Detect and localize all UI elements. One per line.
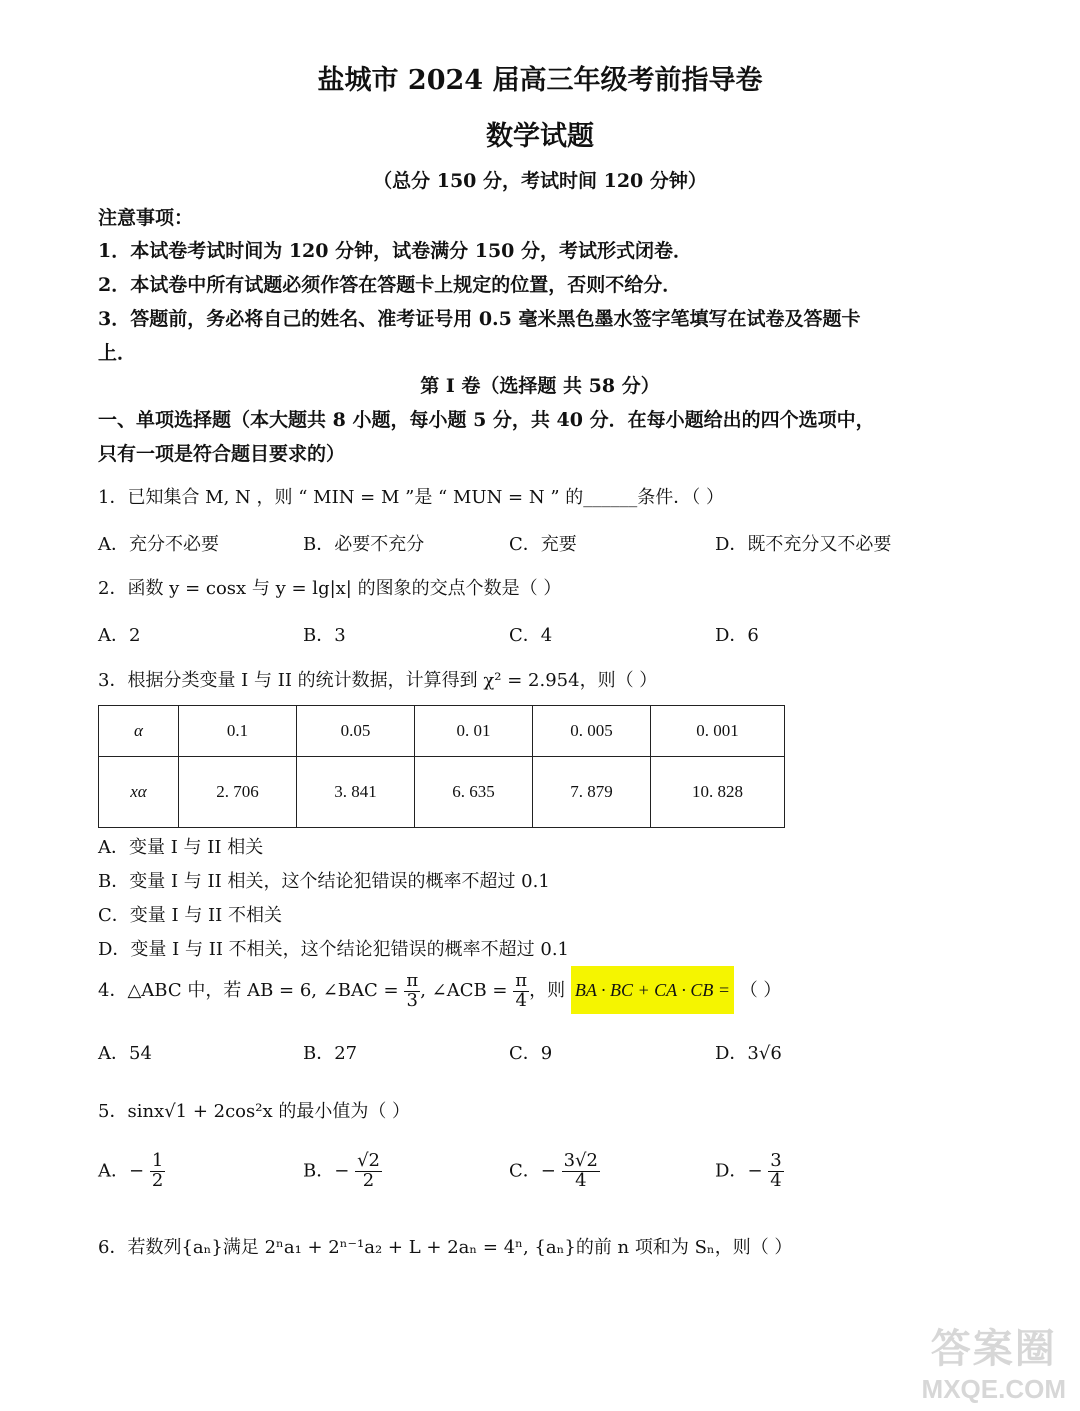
watermark-logo <box>922 1317 1066 1405</box>
minus-sign: − <box>747 1160 763 1182</box>
fraction <box>355 1152 382 1191</box>
q3-option-c: C．变量 I 与 II 不相关 <box>98 905 282 926</box>
q5-option-d <box>715 1152 784 1191</box>
table-cell: 0.05 <box>297 706 415 757</box>
note-item-1: 1．本试卷考试时间为 120 分钟，试卷满分 150 分，考试形式闭卷． <box>98 240 693 262</box>
q1-option-d: D．既不充分又不必要 <box>715 534 892 555</box>
option-label: B． <box>303 1160 335 1182</box>
q3-option-d: D．变量 I 与 II 不相关，这个结论犯错误的概率不超过 0.1 <box>98 939 569 960</box>
table-cell: 0. 005 <box>533 706 651 757</box>
q1-option-c: C．充要 <box>509 534 577 555</box>
q2-option-c: C．4 <box>509 625 553 646</box>
q4-then: ，则 <box>529 980 566 1001</box>
highlighted-expression: BA · BC + CA · CB = <box>571 966 734 1014</box>
question-5-stem: 5．sinx√1 + 2cos²x 的最小值为（ ） <box>98 1101 411 1122</box>
q5-option-a <box>98 1152 165 1191</box>
question-4-stem <box>98 966 781 1015</box>
table-row-alpha <box>99 706 785 757</box>
fraction-denominator: 4 <box>770 1169 782 1191</box>
q3-option-b: B．变量 I 与 II 相关，这个结论犯错误的概率不超过 0.1 <box>98 871 550 892</box>
q2-option-b: B．3 <box>303 625 346 646</box>
q4-option-a: A．54 <box>98 1043 152 1064</box>
part-instructions-line2: 只有一项是符合题目要求的） <box>98 443 346 465</box>
question-3-stem: 3．根据分类变量 I 与 II 的统计数据，计算得到 χ² = 2.954，则（ ） <box>98 670 658 691</box>
q1-option-b: B．必要不充分 <box>303 534 425 555</box>
question-1-stem: 1．已知集合 M, N ，则 “ MIN = M ”是 “ MUN = N ” 的______条件．（ ） <box>98 487 724 508</box>
q2-option-d: D．6 <box>715 625 759 646</box>
fraction-denominator: 2 <box>151 1169 164 1191</box>
question-6-stem: 6．若数列{aₙ}满足 2ⁿa₁ + 2ⁿ⁻¹a₂ + L + 2aₙ = 4ⁿ, {aₙ}的前 n 项和为 Sₙ，则（ ） <box>98 1237 793 1258</box>
q4-option-c: C．9 <box>509 1043 553 1064</box>
notes-heading: 注意事项： <box>98 207 194 229</box>
table-cell: 0. 001 <box>651 706 785 757</box>
fraction-denominator: 4 <box>575 1169 587 1191</box>
note-item-3-cont: 上． <box>98 342 137 364</box>
watermark-logo-text: 答案圈 <box>930 1325 1057 1372</box>
q1-option-a: A．充分不必要 <box>98 534 219 555</box>
q4-mid: , ∠ACB = <box>420 980 508 1001</box>
section-title: 第 I 卷（选择题 共 58 分） <box>420 375 660 397</box>
q3-option-a: A．变量 I 与 II 相关 <box>98 837 264 858</box>
critical-value-table <box>98 705 785 828</box>
table-cell: 7. 879 <box>533 757 651 828</box>
table-row-x-alpha <box>99 757 785 828</box>
fraction-denominator: 2 <box>362 1169 375 1191</box>
table-cell: 3. 841 <box>297 757 415 828</box>
q4-option-d: D．3√6 <box>715 1043 782 1064</box>
fraction-denominator: 3 <box>406 989 418 1011</box>
page-title: 盐城市 2024 届高三年级考前指导卷 <box>317 65 763 96</box>
minus-sign: − <box>334 1160 350 1182</box>
fraction <box>768 1152 783 1191</box>
table-cell: 6. 635 <box>415 757 533 828</box>
fraction <box>562 1152 600 1191</box>
table-cell: 0. 01 <box>415 706 533 757</box>
watermark-site: MXQE.COM <box>921 1374 1066 1404</box>
option-label: A． <box>98 1160 129 1182</box>
q4-suffix: （ ） <box>739 980 782 1001</box>
table-cell: 10. 828 <box>651 757 785 828</box>
fraction-denominator: 4 <box>515 989 527 1011</box>
q4-option-b: B．27 <box>303 1043 358 1064</box>
option-label: D． <box>715 1160 748 1182</box>
fraction-pi-over-4 <box>513 969 529 1011</box>
fraction-numerator: π <box>406 969 419 991</box>
score-time-note: （总分 150 分，考试时间 120 分钟） <box>373 170 707 192</box>
fraction-numerator: π <box>515 969 528 991</box>
fraction-numerator: 3√2 <box>563 1150 598 1171</box>
q4-prefix: 4．△ABC 中，若 AB = 6, ∠BAC = <box>98 980 399 1001</box>
subject-title: 数学试题 <box>486 121 594 152</box>
fraction-numerator: √2 <box>357 1150 380 1171</box>
q5-option-b <box>303 1152 382 1191</box>
part-instructions-line1: 一、单项选择题（本大题共 8 小题，每小题 5 分，共 40 分．在每小题给出的四个选项中， <box>98 409 875 431</box>
note-item-3: 3．答题前，务必将自己的姓名、准考证号用 0.5 毫米黑色墨水签字笔填写在试卷及答题卡 <box>98 308 861 330</box>
fraction <box>150 1152 165 1191</box>
table-cell: xα <box>99 757 179 828</box>
option-label: C． <box>509 1160 541 1182</box>
table-cell: 0.1 <box>179 706 297 757</box>
question-2-stem: 2．函数 y = cosx 与 y = lg|x| 的图象的交点个数是（ ） <box>98 578 562 599</box>
q5-option-c <box>509 1152 600 1191</box>
note-item-2: 2．本试卷中所有试题必须作答在答题卡上规定的位置，否则不给分． <box>98 274 682 296</box>
fraction-numerator: 1 <box>151 1150 164 1171</box>
q2-option-a: A．2 <box>98 625 141 646</box>
fraction-pi-over-3 <box>404 969 420 1011</box>
minus-sign: − <box>129 1160 145 1182</box>
minus-sign: − <box>540 1160 556 1182</box>
table-cell: α <box>99 706 179 757</box>
table-cell: 2. 706 <box>179 757 297 828</box>
fraction-numerator: 3 <box>770 1150 782 1171</box>
